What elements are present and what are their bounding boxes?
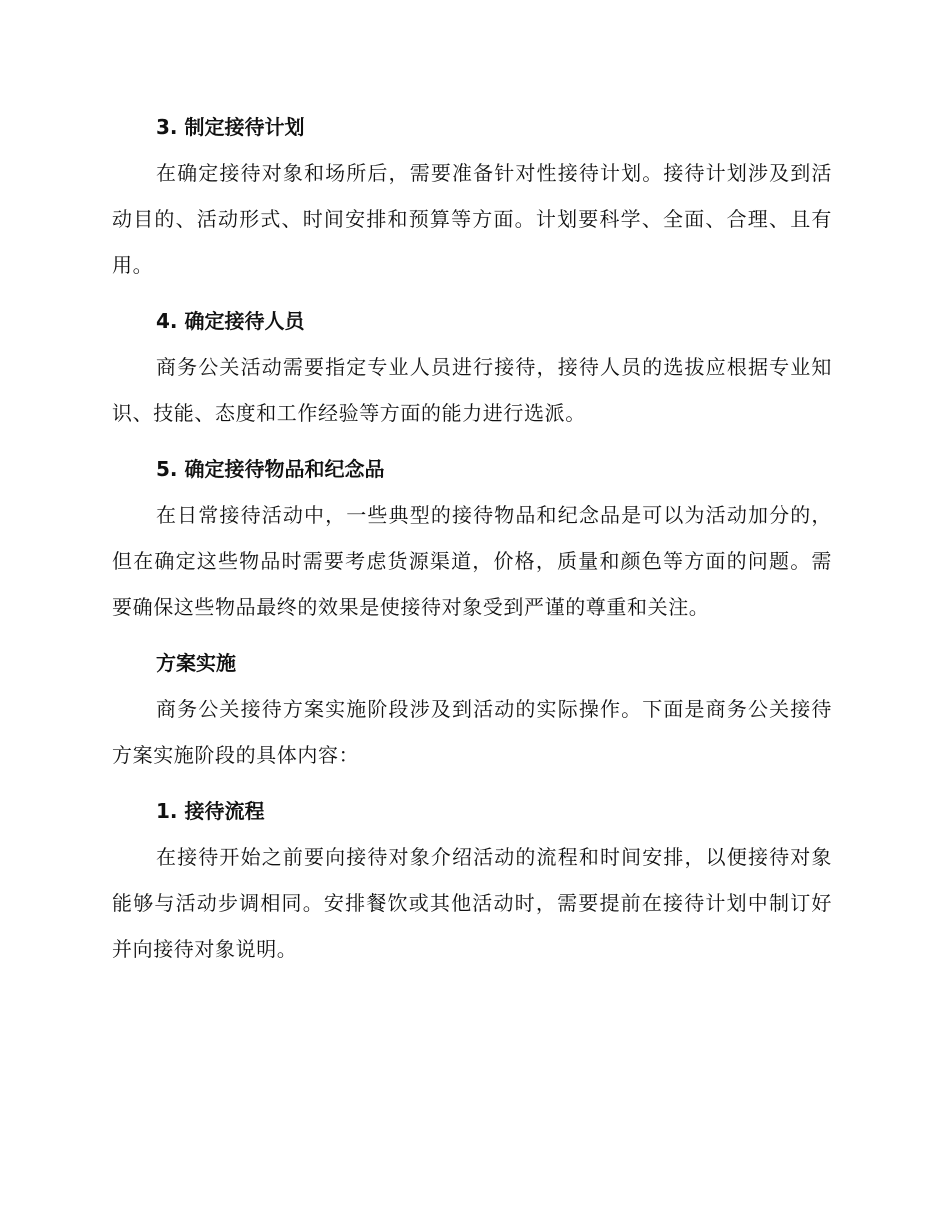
section-paragraph-plan: 在确定接待对象和场所后，需要准备针对性接待计划。接待计划涉及到活动目的、活动形式、时间安排和预算等方面。计划要科学、全面、合理、且有用。	[112, 161, 832, 277]
document-page	[112, 104, 832, 982]
section-heading-process: 1. 接待流程	[156, 799, 265, 823]
section-heading-plan: 3. 制定接待计划	[156, 115, 305, 139]
section-heading-staff: 4. 确定接待人员	[156, 309, 305, 333]
section-heading-implementation: 方案实施	[156, 651, 236, 675]
section-paragraph-gifts: 在日常接待活动中，一些典型的接待物品和纪念品是可以为活动加分的，但在确定这些物品时需要考虑货源渠道，价格，质量和颜色等方面的问题。需要确保这些物品最终的效果是使接待对象受到严谨的尊重和关注。	[112, 503, 832, 619]
section-paragraph-process: 在接待开始之前要向接待对象介绍活动的流程和时间安排，以便接待对象能够与活动步调相同。安排餐饮或其他活动时，需要提前在接待计划中制订好并向接待对象说明。	[112, 845, 832, 961]
section-heading-gifts: 5. 确定接待物品和纪念品	[156, 457, 385, 481]
section-paragraph-implementation: 商务公关接待方案实施阶段涉及到活动的实际操作。下面是商务公关接待方案实施阶段的具体内容：	[112, 697, 832, 767]
section-paragraph-staff: 商务公关活动需要指定专业人员进行接待，接待人员的选拔应根据专业知识、技能、态度和工作经验等方面的能力进行选派。	[112, 355, 832, 425]
